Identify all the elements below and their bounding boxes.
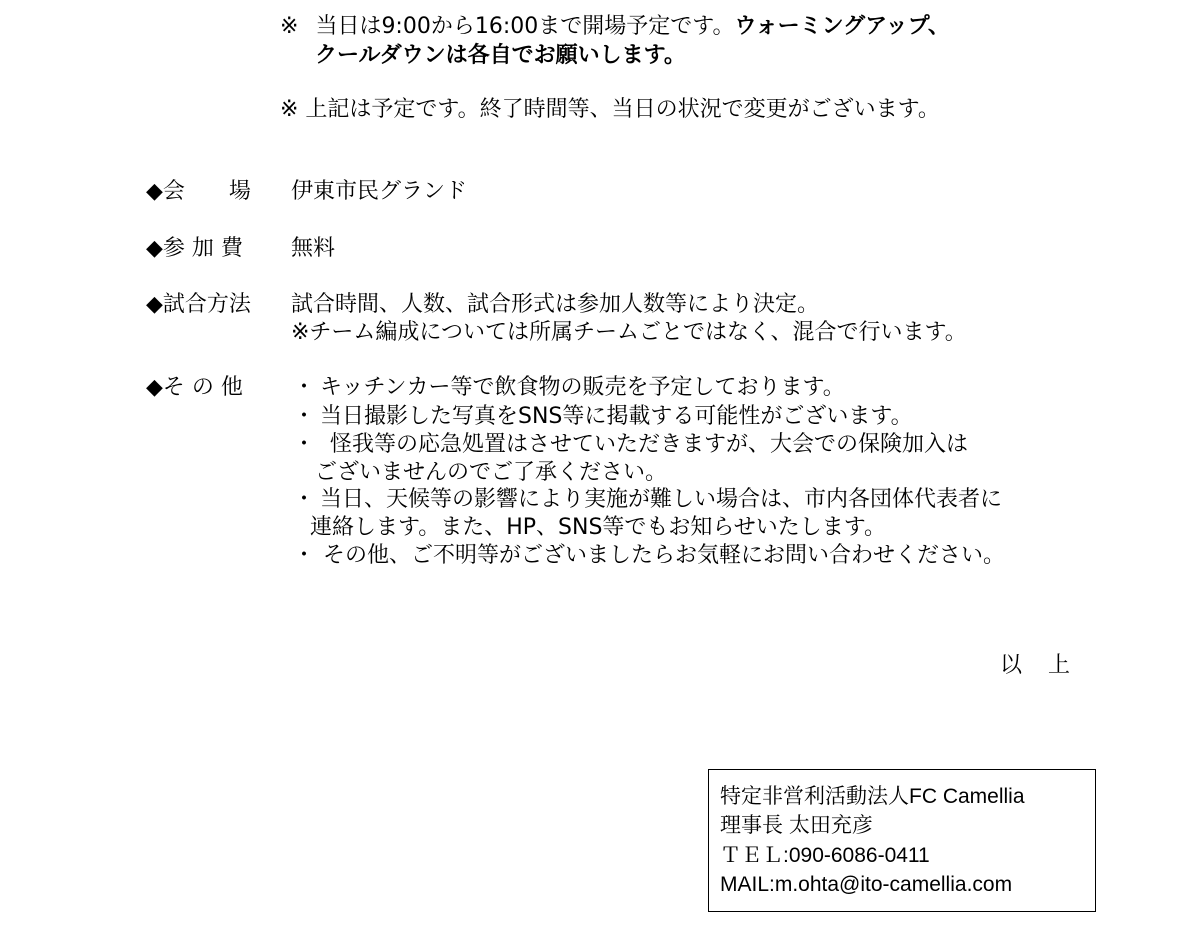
- other-item-weather: 当日、天候等の影響により実施が難しい場合は、市内各団体代表者に: [320, 487, 1003, 512]
- other-item-photos: 当日撮影した写真をSNS等に掲載する可能性がございます。: [320, 404, 913, 429]
- bullet-mark: ・: [293, 375, 316, 400]
- contact-representative: 理事長 太田充彦: [720, 814, 873, 837]
- other-item-weather-cont: 連絡します。また、HP、SNS等でもお知らせいたします。: [310, 515, 887, 540]
- contact-organization: 特定非営利活動法人FC Camellia: [720, 785, 1025, 808]
- contact-mail: MAIL:m.ohta@ito-camellia.com: [720, 873, 1013, 896]
- fee-value: 無料: [291, 236, 336, 261]
- notice-mark: ※: [280, 14, 299, 39]
- match-method-label: ◆試合方法: [146, 292, 251, 317]
- venue-value: 伊東市民グランド: [291, 179, 468, 204]
- notice-cooldown-text: クールダウンは各自でお願いします。: [315, 43, 686, 68]
- bullet-mark: ・: [293, 404, 316, 429]
- notice-opening-hours-text: 当日は9:00から16:00まで開場予定です。: [315, 14, 735, 39]
- closing-mark: 以 上: [1000, 653, 1073, 678]
- notice-schedule-change: ※ 上記は予定です。終了時間等、当日の状況で変更がございます。: [280, 97, 940, 122]
- other-item-inquiries: その他、ご不明等がございましたらお気軽にお問い合わせください。: [323, 543, 1006, 568]
- bullet-mark: ・: [293, 487, 316, 512]
- other-item-first-aid-cont: ございませんのでご了承ください。: [315, 460, 668, 485]
- other-item-kitchen-car: キッチンカー等で飲食物の販売を予定しております。: [320, 375, 845, 400]
- other-item-first-aid: 怪我等の応急処置はさせていただきますが、大会での保険加入は: [330, 432, 969, 457]
- fee-label: ◆参 加 費: [146, 236, 243, 261]
- notice-opening-hours: [280, 12, 950, 42]
- bullet-mark: ・: [293, 432, 316, 457]
- notice-warmup-text: ウォーミングアップ、: [734, 14, 950, 39]
- bullet-mark: ・: [293, 543, 316, 568]
- contact-tel: ＴＥＬ:090-6086-0411: [720, 844, 930, 867]
- team-composition-note: ※チーム編成については所属チームごとではなく、混合で行います。: [291, 320, 967, 345]
- contact-box: [708, 769, 1096, 912]
- match-method-value: 試合時間、人数、試合形式は参加人数等により決定。: [291, 292, 820, 317]
- other-label: ◆そ の 他: [146, 375, 243, 400]
- venue-label: ◆会 場: [146, 179, 251, 204]
